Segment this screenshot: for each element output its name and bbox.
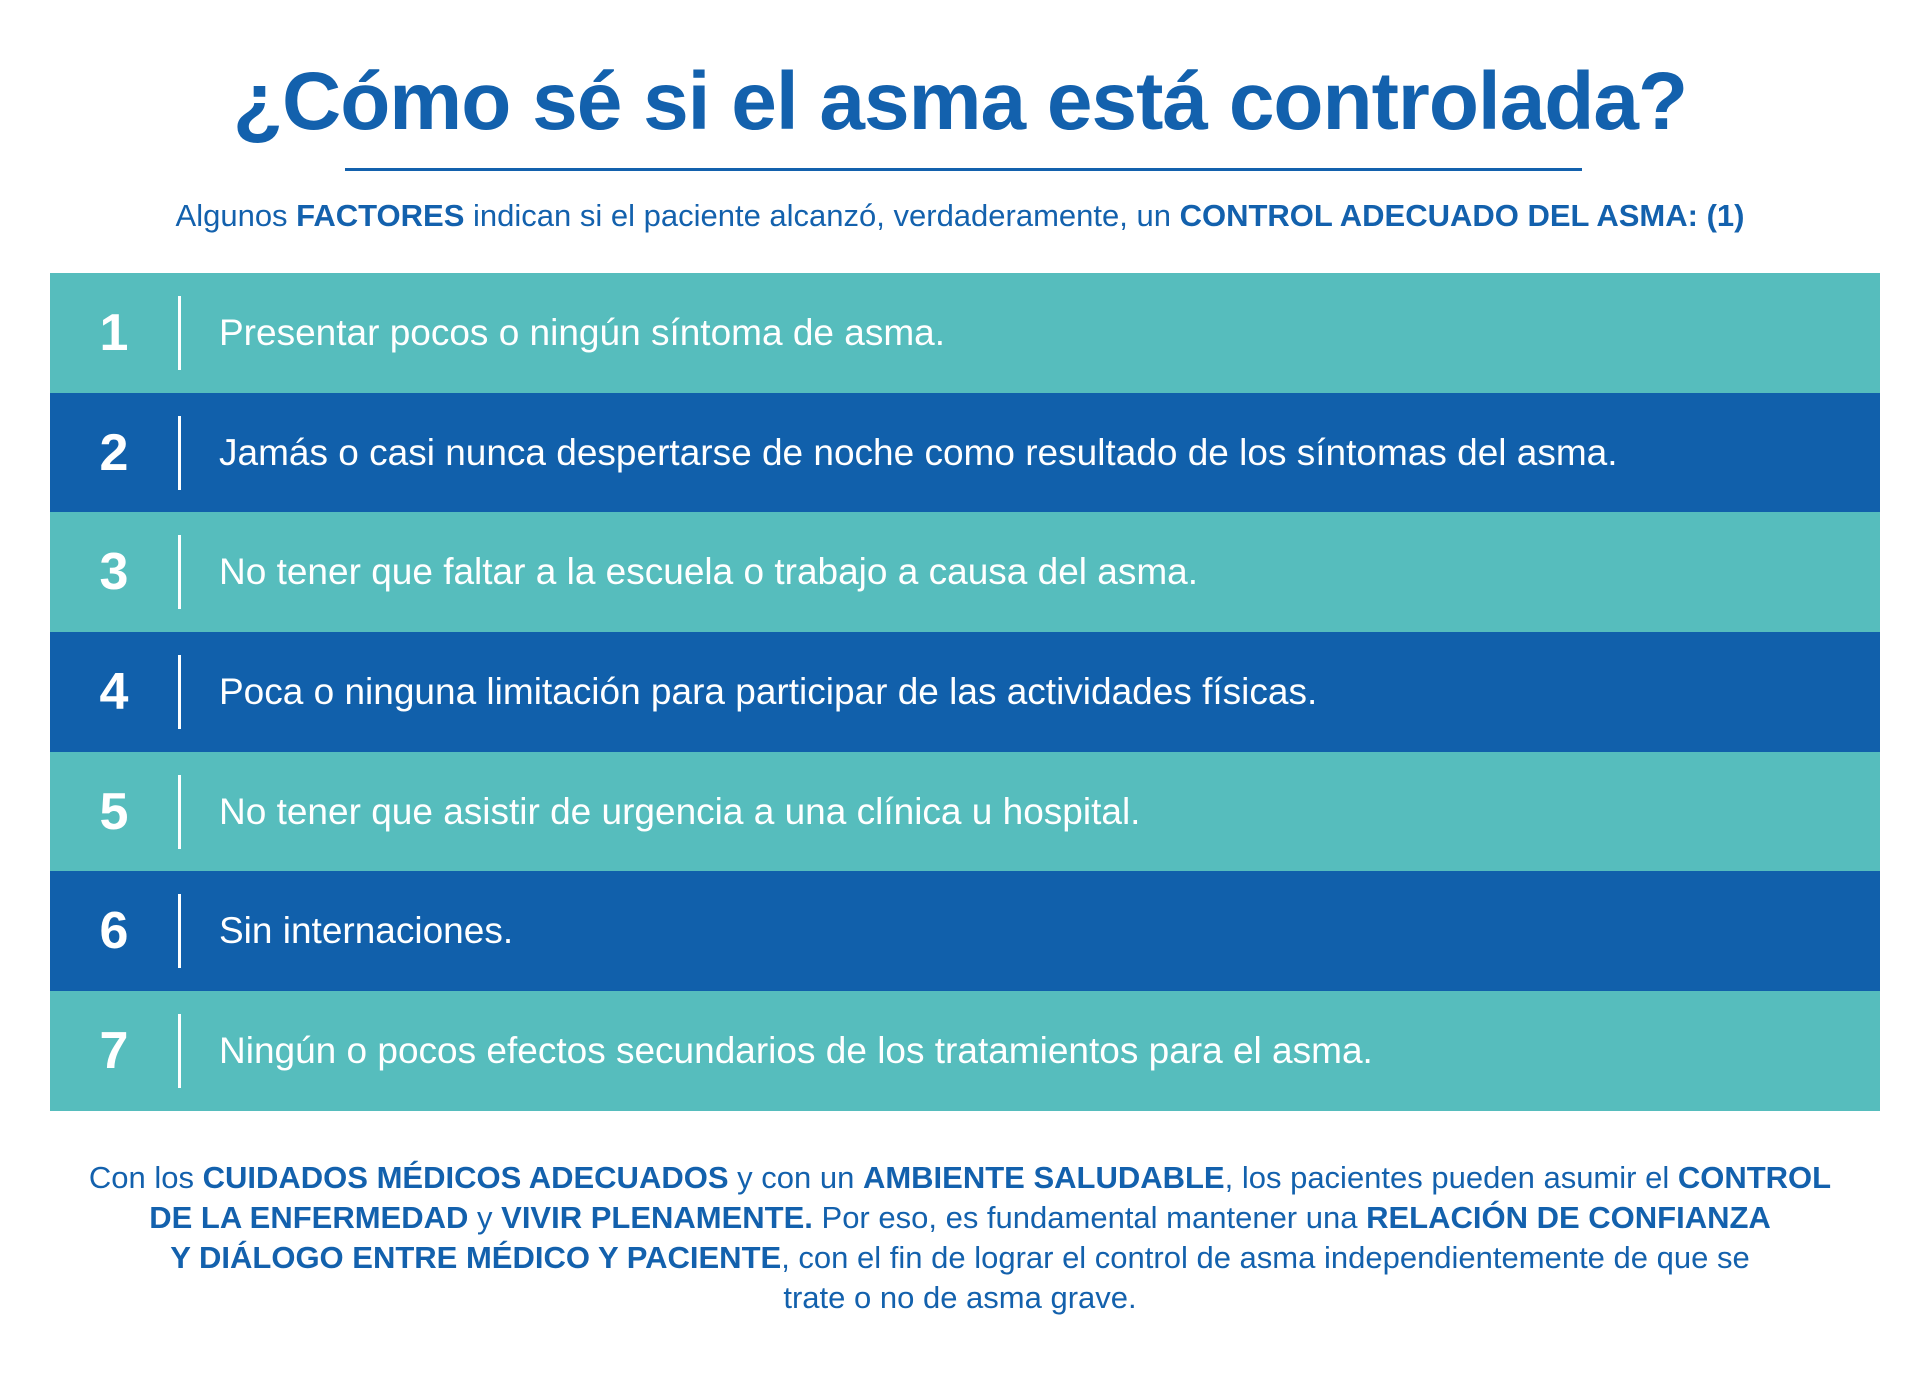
factor-row — [50, 991, 1880, 1111]
footer-text-segment: VIVIR PLENAMENTE. — [501, 1200, 813, 1235]
footer-text-segment: DE LA ENFERMEDAD — [149, 1200, 469, 1235]
intro-text-segment: FACTORES — [296, 198, 465, 233]
factor-row — [50, 393, 1880, 513]
factor-text: Presentar pocos o ningún síntoma de asma. — [219, 311, 946, 353]
factor-text: Ningún o pocos efectos secundarios de los tratamientos para el asma. — [219, 1029, 1373, 1071]
factor-row — [50, 632, 1880, 752]
factor-text: Jamás o casi nunca despertarse de noche como resultado de los síntomas del asma. — [219, 431, 1618, 473]
footer-text-segment: Y DIÁLOGO ENTRE MÉDICO Y PACIENTE — [170, 1240, 782, 1275]
footer-text-segment: y — [468, 1200, 502, 1235]
intro-text-segment: indican si el paciente alcanzó, verdaderamente, un — [464, 198, 1180, 233]
factor-text: No tener que faltar a la escuela o trabajo a causa del asma. — [219, 551, 1199, 593]
factor-number: 1 — [99, 303, 129, 362]
footer-text-segment: , con el fin de lograr el control de asma independientemente de que se — [781, 1240, 1750, 1275]
factor-number: 4 — [99, 662, 129, 721]
footer-line — [40, 1198, 1880, 1238]
footer-text — [40, 1158, 1880, 1318]
factor-number: 3 — [99, 543, 129, 602]
factor-number: 6 — [99, 902, 129, 961]
factor-text: Sin internaciones. — [219, 910, 514, 952]
factor-row — [50, 273, 1880, 393]
factor-number: 7 — [99, 1021, 129, 1080]
footer-text-segment: CONTROL — [1677, 1160, 1832, 1195]
factor-row — [50, 871, 1880, 991]
factor-row — [50, 752, 1880, 872]
factor-text: Poca o ninguna limitación para participar de las actividades físicas. — [219, 670, 1318, 712]
footer-text-segment: Con los — [88, 1160, 203, 1195]
footer-line — [40, 1158, 1880, 1198]
footer-text-segment: Por eso, es fundamental mantener una — [812, 1200, 1367, 1235]
factor-text: No tener que asistir de urgencia a una clínica u hospital. — [219, 790, 1141, 832]
footer-text-segment: , los pacientes pueden asumir el — [1224, 1160, 1678, 1195]
footer-line — [40, 1278, 1880, 1318]
factor-number: 2 — [99, 423, 129, 482]
intro-text-segment: Algunos — [175, 198, 297, 233]
footer-text-segment: y con un — [728, 1160, 863, 1195]
factor-number: 5 — [99, 782, 129, 841]
page-title: ¿Cómo sé si el asma está controlada? — [232, 56, 1688, 147]
footer-line — [40, 1238, 1880, 1278]
factor-row — [50, 512, 1880, 632]
footer-text-segment: RELACIÓN DE CONFIANZA — [1366, 1200, 1771, 1235]
footer-text-segment: AMBIENTE SALUDABLE — [862, 1160, 1225, 1195]
title-underline — [345, 168, 1582, 171]
intro-text — [0, 196, 1920, 236]
intro-text-segment: CONTROL ADECUADO DEL ASMA: (1) — [1179, 198, 1745, 233]
footer-text-segment: CUIDADOS MÉDICOS ADECUADOS — [202, 1160, 729, 1195]
factor-list — [50, 273, 1880, 1111]
footer-text-segment: trate o no de asma grave. — [783, 1280, 1137, 1315]
